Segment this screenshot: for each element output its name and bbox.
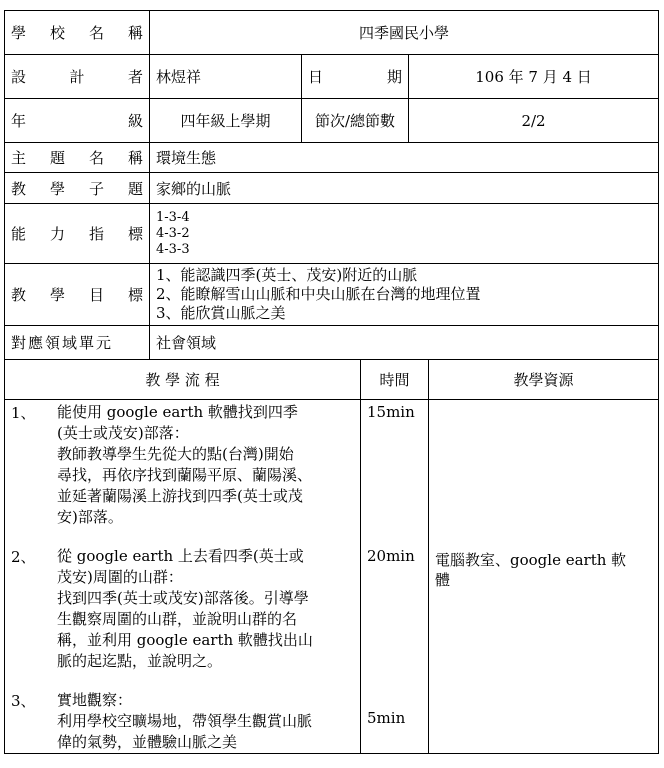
lesson-plan-page [4, 10, 658, 754]
theme-value: 環境生態 [150, 143, 659, 173]
step-number: 3、 [11, 692, 36, 710]
subtopic-value: 家鄉的山脈 [150, 173, 659, 204]
flow-column-header: 教 學 流 程 [5, 360, 361, 400]
ability-item: 4-3-2 [156, 225, 190, 241]
ability-values [150, 204, 659, 264]
objective-item: 2、能瞭解雪山山脈和中央山脈在台灣的地理位置 [156, 285, 481, 303]
step-text [57, 690, 354, 753]
grade-row [5, 99, 659, 143]
ability-item: 1-3-4 [156, 209, 190, 225]
domain-value: 社會領域 [150, 326, 659, 360]
theme-row [5, 143, 659, 173]
step-line: 偉的氣勢，並體驗山脈之美 [57, 733, 238, 751]
date-label: 日 期 [302, 55, 409, 99]
header-table [4, 10, 659, 360]
resource-line: 體 [435, 571, 451, 589]
resource-text [435, 550, 652, 590]
step-line: 從 google earth 上去看四季(英士或 [57, 547, 304, 565]
step-number: 2、 [11, 548, 36, 566]
grade-value: 四年級上學期 [150, 99, 302, 143]
step-time: 5min [367, 709, 406, 727]
domain-label: 對應領域單元 [5, 326, 150, 360]
session-value: 2/2 [409, 99, 659, 143]
objective-item: 1、能認識四季(英士、茂安)附近的山脈 [156, 266, 418, 284]
flow-table [4, 359, 659, 754]
school-value: 四季國民小學 [150, 11, 659, 55]
flow-header-row [5, 360, 659, 400]
step-line: 茂安)周圍的山群： [57, 568, 183, 586]
designer-row [5, 55, 659, 99]
ability-item: 4-3-3 [156, 241, 190, 257]
step-time: 15min [367, 403, 415, 421]
step-line: (英士或茂安)部落： [57, 424, 189, 442]
subtopic-label: 教 學 子 題 [5, 173, 150, 204]
step-line: 稱，並利用 google earth 軟體找出山 [57, 631, 313, 649]
step-line: 尋找，再依序找到蘭陽平原、蘭陽溪、 [57, 466, 313, 484]
resource-line: 電腦教室、google earth 軟 [435, 551, 627, 569]
step-line: 利用學校空曠場地，帶領學生觀賞山脈 [57, 712, 313, 730]
flow-steps [5, 400, 361, 754]
theme-label: 主 題 名 稱 [5, 143, 150, 173]
time-column-header: 時間 [361, 360, 429, 400]
step-line: 能使用 google earth 軟體找到四季 [57, 403, 298, 421]
flow-step-3 [11, 690, 354, 753]
designer-value: 林煜祥 [150, 55, 302, 99]
time-column [361, 400, 429, 754]
domain-row [5, 326, 659, 360]
flow-step-1 [11, 402, 354, 528]
step-line: 教師教導學生先從大的點(台灣)開始 [57, 445, 294, 463]
grade-label: 年 級 [5, 99, 150, 143]
flow-step-2 [11, 546, 354, 672]
session-label: 節次/總節數 [302, 99, 409, 143]
resource-column [429, 400, 659, 754]
step-line: 脈的起迄點，並說明之。 [57, 652, 223, 670]
subtopic-row [5, 173, 659, 204]
designer-label: 設 計 者 [5, 55, 150, 99]
objective-label: 教 學 目 標 [5, 264, 150, 326]
step-line: 實地觀察： [57, 691, 133, 709]
step-line: 並延著蘭陽溪上游找到四季(英士或茂 [57, 487, 303, 505]
ability-label: 能 力 指 標 [5, 204, 150, 264]
objective-row [5, 264, 659, 326]
step-number: 1、 [11, 404, 36, 422]
resource-column-header: 教學資源 [429, 360, 659, 400]
step-text [57, 546, 354, 672]
objective-values [150, 264, 659, 326]
school-row [5, 11, 659, 55]
objective-item: 3、能欣賞山脈之美 [156, 304, 286, 322]
flow-body-row [5, 400, 659, 754]
step-line: 安)部落。 [57, 508, 123, 526]
step-line: 找到四季(英士或茂安)部落後。引導學 [57, 589, 309, 607]
school-label: 學 校 名 稱 [5, 11, 150, 55]
step-line: 生觀察周圍的山群，並說明山群的名 [57, 610, 298, 628]
step-time: 20min [367, 547, 415, 565]
ability-row [5, 204, 659, 264]
date-value: 106 年 7 月 4 日 [409, 55, 659, 99]
step-text [57, 402, 354, 528]
